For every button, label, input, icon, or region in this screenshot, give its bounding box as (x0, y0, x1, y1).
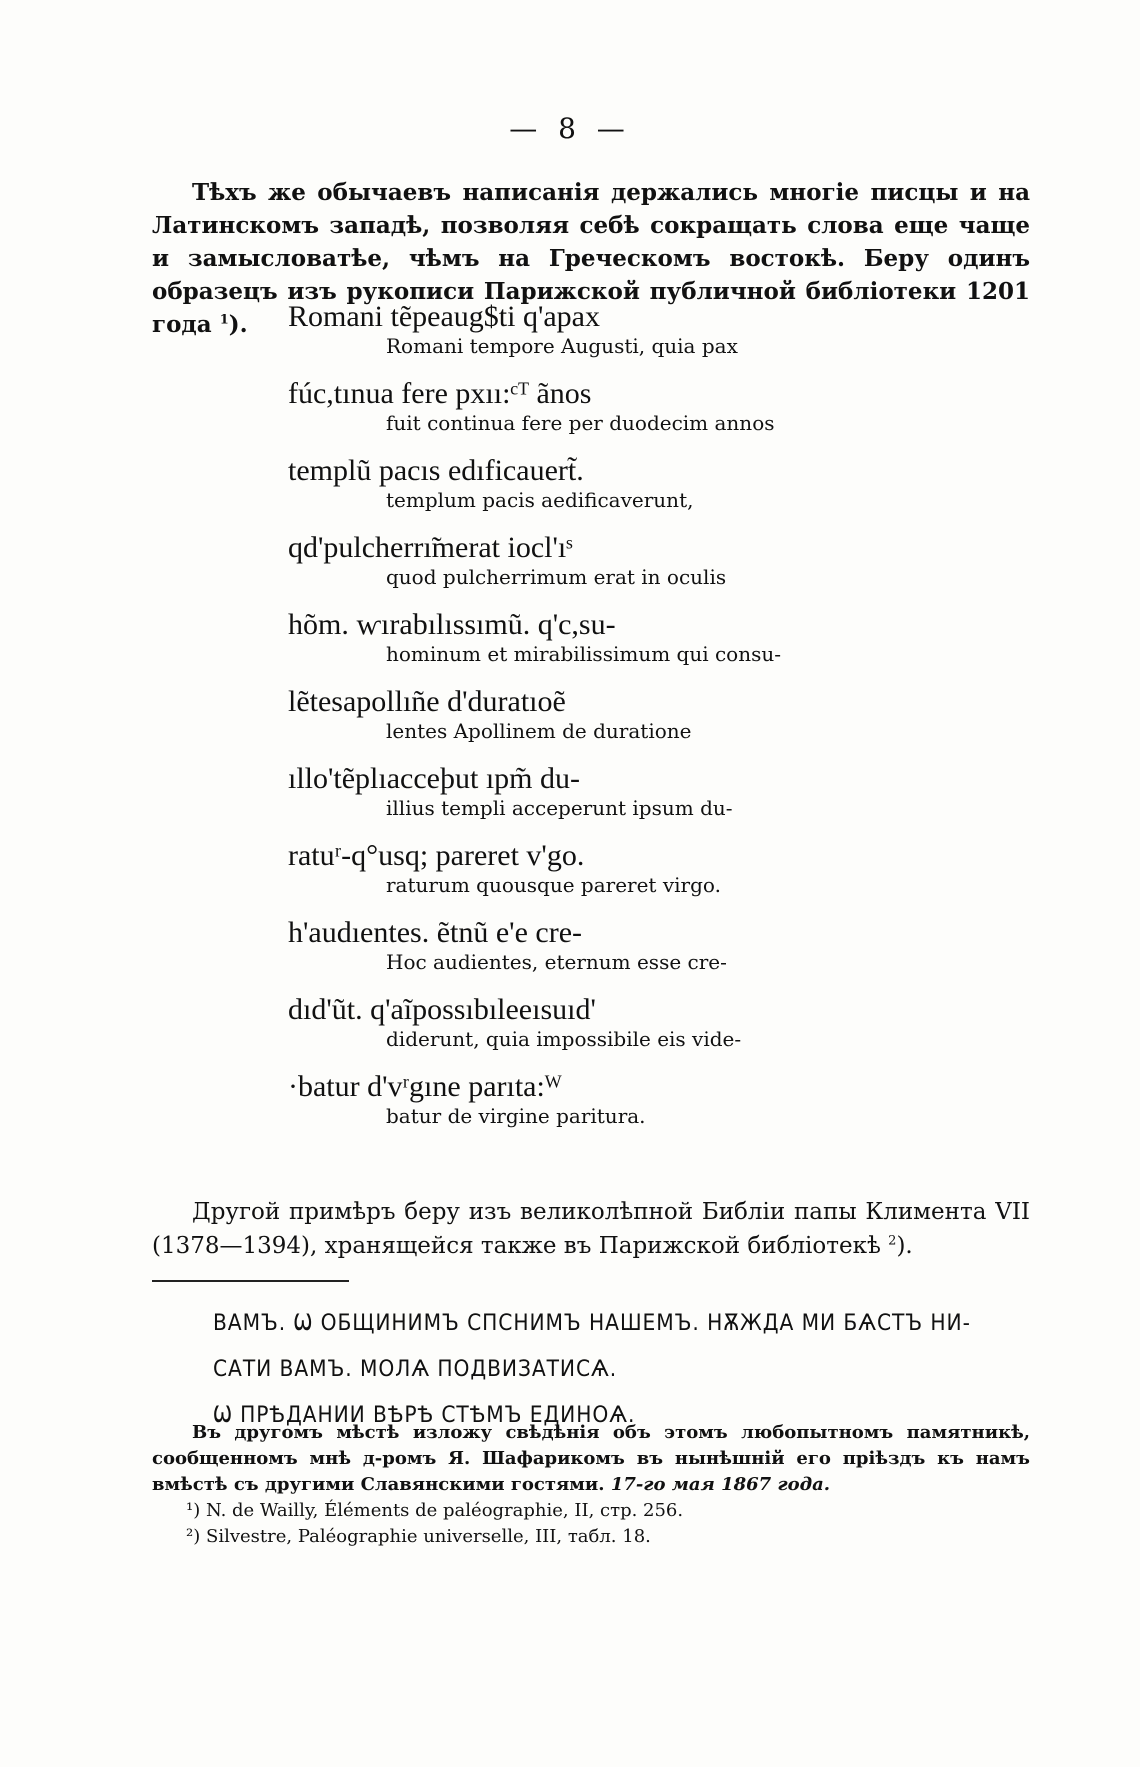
latin-expansion: raturum quousque pareret virgo. (386, 873, 721, 897)
latin-expansion: Hoc audientes, eternum esse cre- (386, 950, 727, 974)
manuscript-abbreviation: lẽtesapollıñe d'duratıoẽ (288, 685, 566, 718)
latin-expansion: illius templi acceperunt ipsum du- (386, 796, 733, 820)
latin-expansion: Romani tempore Augusti, quia pax (386, 334, 738, 358)
manuscript-abbreviation: ratuʳ-q°usq; pareret v'go. (288, 839, 585, 872)
editor-note-text: Въ другомъ мѣстѣ изложу свѣдѣнія объ этомъ любопытномъ памятникѣ, сообщенномъ мнѣ д-ромъ Я. Шафарикомъ въ нынѣшній его пріѣздъ къ намъ вмѣстѣ съ другими Славянскими гостями. (152, 1422, 1030, 1495)
latin-expansion: diderunt, quia impossibile eis vide- (386, 1027, 742, 1051)
manuscript-abbreviation: qd'pulcherrı̃merat iocl'ıˢ (288, 531, 573, 564)
slavonic-line: ВАМЪ. Ѡ ОБЩИНИМЪ СПСНИМЪ НАШЕМЪ. НѪЖДА МИ БѦСТЪ НИ- (213, 1311, 971, 1336)
footnote-text: N. de Wailly, Éléments de paléographie, II, стр. 256. (205, 1500, 684, 1521)
transcription-pair (288, 454, 693, 512)
transcription-pair (288, 1070, 646, 1128)
latin-expansion: templum pacis aedificaverunt, (386, 488, 694, 512)
transcription-pair (288, 916, 727, 974)
latin-expansion: batur de virgine paritura. (386, 1104, 646, 1128)
latin-expansion: quod pulcherrimum erat in oculis (386, 565, 727, 589)
manuscript-abbreviation: fúc,tınua fere pxıı:ᶜᵀ ãnos (288, 377, 592, 410)
intro-text: Тѣхъ же обычаевъ написанія держались многіе писцы и на Латинскомъ западѣ, позволяя себѣ сокращать слова еще чаще и замысловатѣе, чѣмъ на Греческомъ востокѣ. Беру одинъ образецъ изъ рукописи Парижской публичной библіотеки 1201 года (152, 179, 1030, 338)
manuscript-abbreviation: h'audıentes. ẽtnũ e'e cre- (288, 916, 582, 949)
footnote-mark: ¹) (186, 1500, 201, 1521)
manuscript-abbreviation: ıllo'tẽplıacceþut ıpm̃ du- (288, 762, 580, 795)
slavonic-sample (213, 1301, 971, 1439)
manuscript-abbreviation: hõm. ⱳırabılıssımũ. q'c,su- (288, 608, 616, 641)
outro-text: Другой примѣръ беру изъ великолѣпной Библіи папы Климента VII (1378—1394), хранящейся также въ Парижской библіотекѣ (152, 1199, 1030, 1259)
slavonic-line: Ѡ ПРѢДАНИИ ВѢРѢ СТѢМЪ ЕДИНОѦ. (213, 1403, 636, 1428)
slavonic-line: САТИ ВАМЪ. МОЛѦ ПОДВИЗАТИСѦ. (213, 1357, 618, 1382)
footnote-ref-2: 2 (888, 1233, 897, 1249)
transcription-pair (288, 993, 741, 1051)
latin-expansion: lentes Apollinem de duratione (386, 719, 692, 743)
transcription-pair (288, 685, 691, 743)
transcription-pair (288, 531, 726, 589)
transcription-pair (288, 839, 721, 897)
intro-end: ). (228, 311, 248, 338)
outro-end: ). (896, 1233, 913, 1259)
manuscript-abbreviation: dıd'ũt. q'aĩpossıbıleeısuıd' (288, 993, 596, 1026)
transcription-pair (288, 377, 775, 435)
footnote-mark: ²) (186, 1526, 201, 1547)
latin-expansion: hominum et mirabilissimum qui consu- (386, 642, 781, 666)
footnote-divider (152, 1280, 349, 1282)
editor-note (152, 1420, 1030, 1498)
manuscript-abbreviation: ·batur d'vʳgıne parıta:ᵂ (288, 1070, 562, 1103)
transcription-pair (288, 300, 738, 358)
footnote-text: Silvestre, Paléographie universelle, III, табл. 18. (205, 1526, 651, 1547)
footnote-2 (186, 1524, 1030, 1550)
footnote-ref-1: 1 (219, 312, 229, 328)
footnotes (152, 1420, 1030, 1550)
transcription-pair (288, 608, 781, 666)
footnote-1 (186, 1498, 1030, 1524)
page-number: — 8 — (509, 112, 631, 145)
latin-expansion: fuit continua fere per duodecim annos (386, 411, 775, 435)
editor-note-date: 17-го мая 1867 года. (610, 1474, 831, 1495)
second-example-paragraph (152, 1195, 1030, 1263)
manuscript-abbreviation: Romani tẽpeaug$ti q'apax (288, 300, 600, 333)
manuscript-abbreviation: templũ pacıs edıficauert̃. (288, 454, 584, 487)
transcription-pair (288, 762, 733, 820)
